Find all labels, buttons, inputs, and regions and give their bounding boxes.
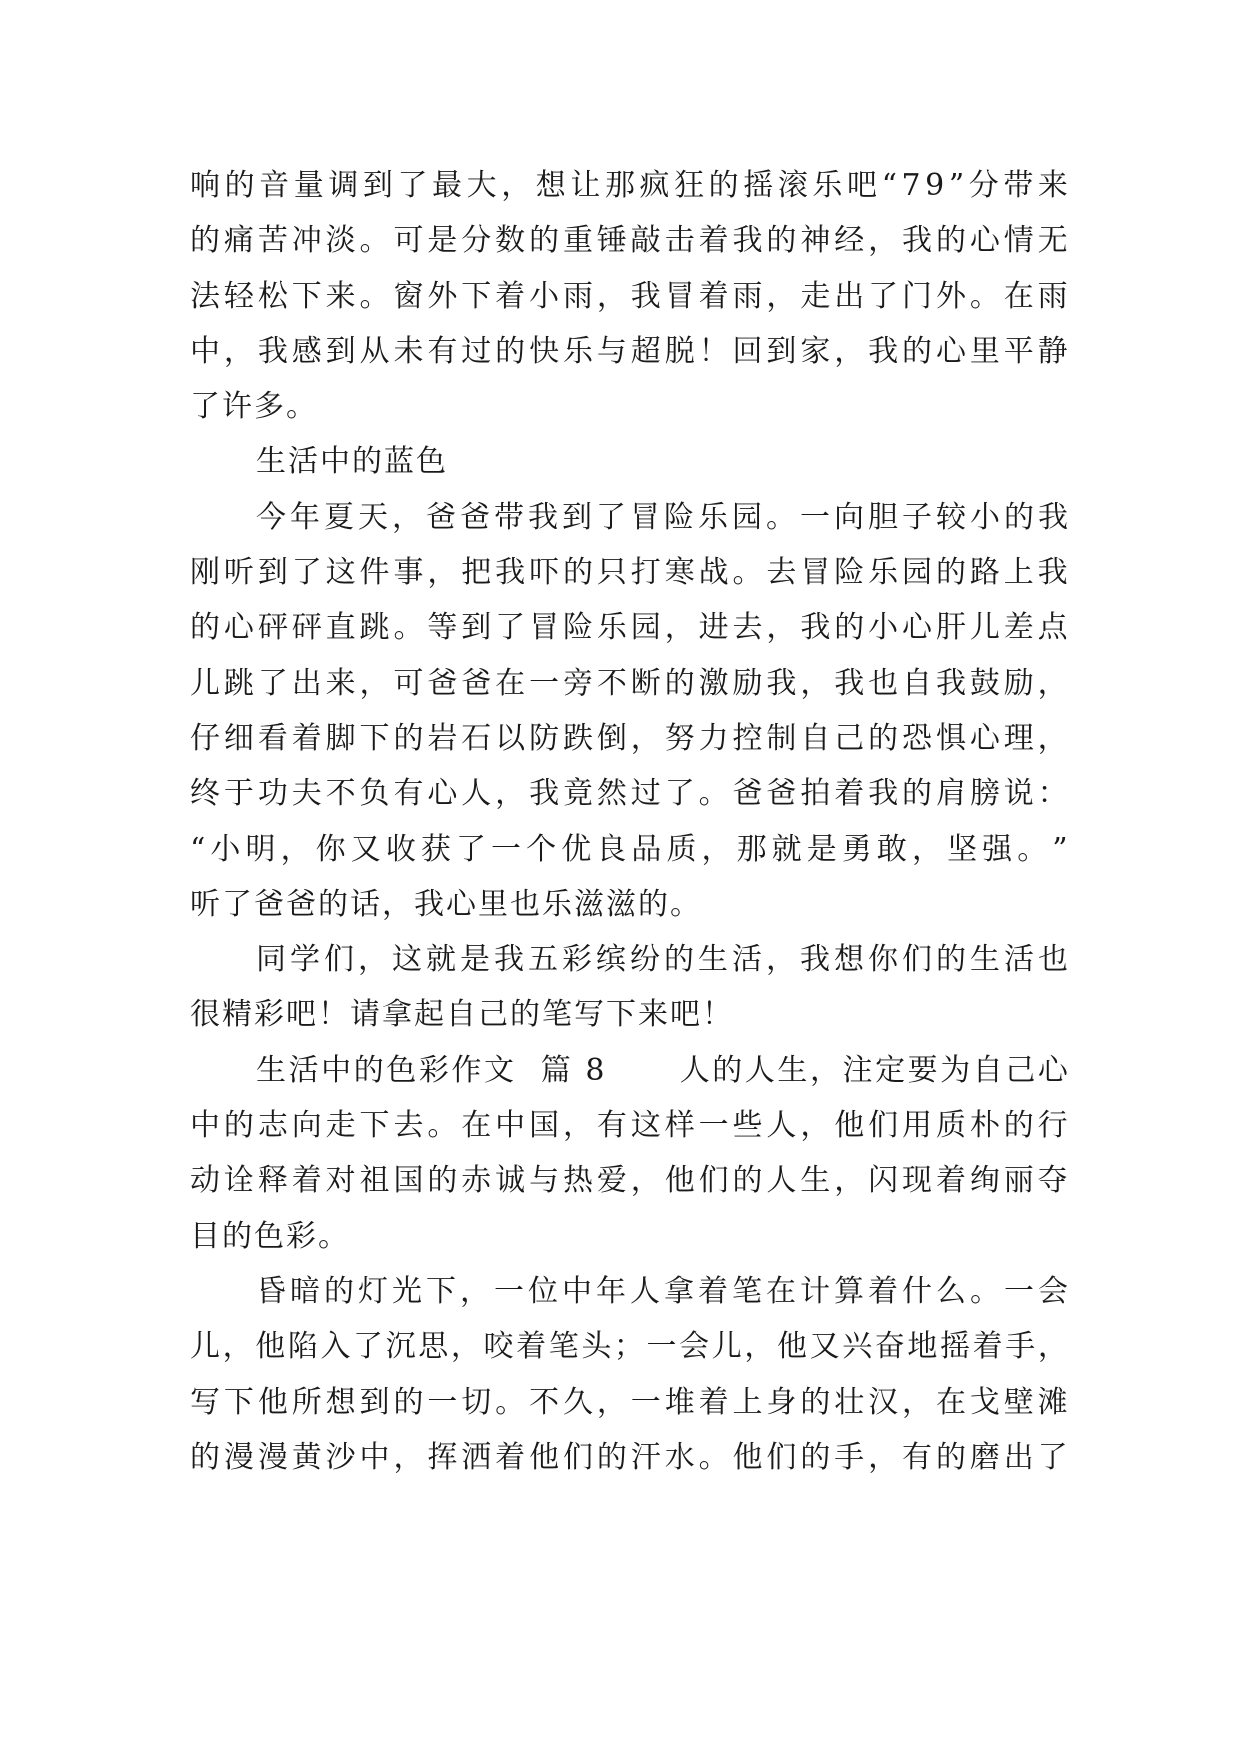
text-line: 的 漫 漫 黄 沙 中 ， 挥 洒 着 他 们 的 汗 水 。 他 们 的 手 ， 有 的 磨 出 了 <box>190 1439 1070 1475</box>
text-line: 了许多。 <box>190 389 318 425</box>
text-line: 昏 暗 的 灯 光 下 ， 一 位 中 年 人 拿 着 笔 在 计 算 着 什 么 。 一 会 <box>256 1273 1070 1309</box>
text-line: 生 活 中 的 色 彩 作 文 篇 8 人 的 人 生 ， 注 定 要 为 自 己 心 <box>256 1052 1070 1088</box>
text-line: 刚 听 到 了 这 件 事 ， 把 我 吓 的 只 打 寒 战 。 去 冒 险 乐 园 的 路 上 我 <box>190 555 1070 591</box>
text-line: 同 学 们 ， 这 就 是 我 五 彩 缤 纷 的 生 活 ， 我 想 你 们 的 生 活 也 <box>256 942 1070 978</box>
text-line: 动 诠 释 着 对 祖 国 的 赤 诚 与 热 爱 ， 他 们 的 人 生 ， 闪 现 着 绚 丽 夺 <box>190 1163 1070 1199</box>
text-line: 今 年 夏 天 ， 爸 爸 带 我 到 了 冒 险 乐 园 。 一 向 胆 子 较 小 的 我 <box>256 499 1070 535</box>
text-line: 儿 ， 他 陷 入 了 沉 思 ， 咬 着 笔 头 ； 一 会 儿 ， 他 又 兴 奋 地 摇 着 手 ， <box>190 1329 1070 1365</box>
text-line: 中 的 志 向 走 下 去 。 在 中 国 ， 有 这 样 一 些 人 ， 他 们 用 质 朴 的 行 <box>190 1108 1070 1144</box>
text-line: 听了爸爸的话，我心里也乐滋滋的。 <box>190 886 702 922</box>
document-body <box>190 158 1070 1485</box>
text-line: 写 下 他 所 想 到 的 一 切 。 不 久 ， 一 堆 着 上 身 的 壮 汉 ， 在 戈 壁 滩 <box>190 1384 1070 1420</box>
text-line: 儿 跳 了 出 来 ， 可 爸 爸 在 一 旁 不 断 的 激 励 我 ， 我 也 自 我 鼓 励 ， <box>190 665 1070 701</box>
text-line: 仔 细 看 着 脚 下 的 岩 石 以 防 跌 倒 ， 努 力 控 制 自 己 的 恐 惧 心 理 ， <box>190 720 1070 756</box>
text-line: 很精彩吧！请拿起自己的笔写下来吧！ <box>190 997 734 1033</box>
text-line: “ 小 明 ， 你 又 收 获 了 一 个 优 良 品 质 ， 那 就 是 勇 敢 ， 坚 强 。 ” <box>190 831 1070 867</box>
text-line: 响 的 音 量 调 到 了 最 大 ， 想 让 那 疯 狂 的 摇 滚 乐 吧 “ 7 9 ” 分 带 来 <box>190 168 1070 203</box>
text-line: 的 心 砰 砰 直 跳 。 等 到 了 冒 险 乐 园 ， 进 去 ， 我 的 小 心 肝 儿 差 点 <box>190 610 1070 646</box>
text-line: 目的色彩。 <box>190 1218 350 1254</box>
text-line: 生活中的蓝色 <box>256 444 448 480</box>
text-line: 法 轻 松 下 来 。 窗 外 下 着 小 雨 ， 我 冒 着 雨 ， 走 出 了 门 外 。 在 雨 <box>190 278 1070 314</box>
text-line: 终 于 功 夫 不 负 有 心 人 ， 我 竟 然 过 了 。 爸 爸 拍 着 我 的 肩 膀 说 ： <box>190 776 1070 812</box>
text-line: 中 ， 我 感 到 从 未 有 过 的 快 乐 与 超 脱 ！ 回 到 家 ， 我 的 心 里 平 静 <box>190 333 1070 369</box>
text-line: 的 痛 苦 冲 淡 。 可 是 分 数 的 重 锤 敲 击 着 我 的 神 经 ， 我 的 心 情 无 <box>190 223 1070 259</box>
